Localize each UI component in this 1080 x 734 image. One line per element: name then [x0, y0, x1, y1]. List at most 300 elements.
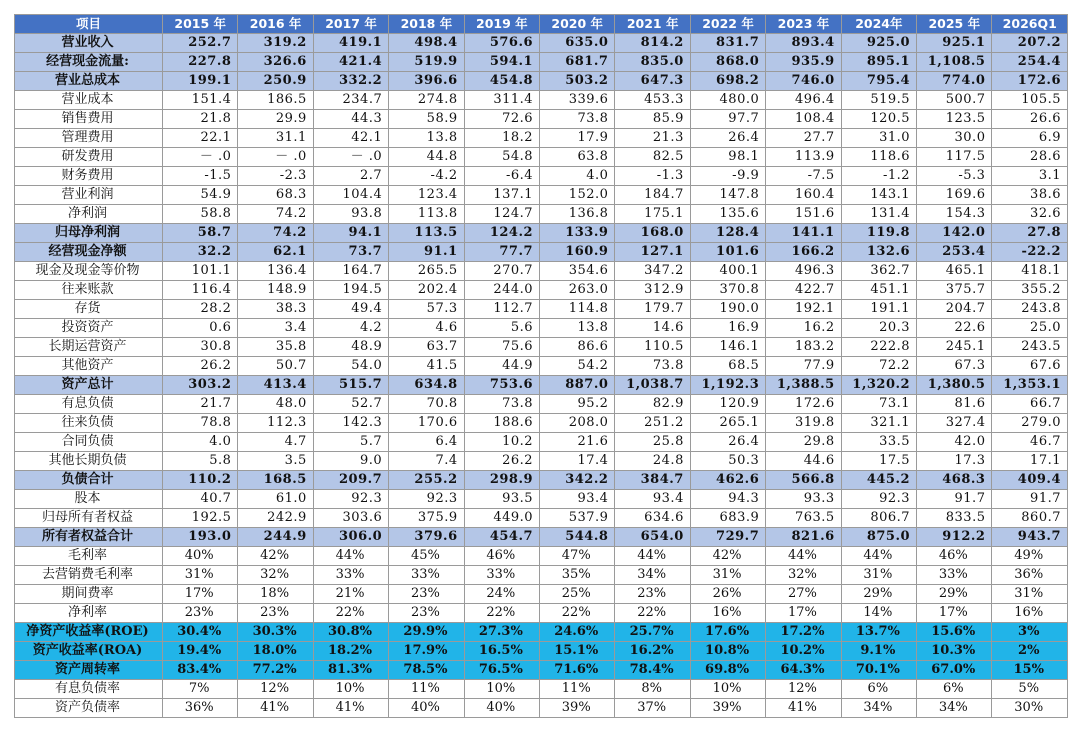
- table-cell: 45%: [389, 547, 464, 566]
- table-row: [15, 319, 1068, 338]
- table-cell: 303.2: [163, 376, 238, 395]
- table-cell: 252.7: [163, 34, 238, 53]
- table-cell: 44%: [313, 547, 388, 566]
- row-label: 现金及现金等价物: [15, 262, 163, 281]
- table-cell: 94.1: [313, 224, 388, 243]
- table-cell: 400.1: [690, 262, 765, 281]
- table-cell: 71.6%: [540, 661, 615, 680]
- table-cell: 26.2: [163, 357, 238, 376]
- table-cell: 123.5: [917, 110, 992, 129]
- table-cell: 17.5: [841, 452, 916, 471]
- table-cell: 92.3: [313, 490, 388, 509]
- table-cell: 124.2: [464, 224, 539, 243]
- table-cell: 355.2: [992, 281, 1068, 300]
- table-cell: 41%: [766, 699, 841, 718]
- table-cell: 119.8: [841, 224, 916, 243]
- table-cell: 2%: [992, 642, 1068, 661]
- table-cell: 186.5: [238, 91, 313, 110]
- table-cell: 10.2: [464, 433, 539, 452]
- table-cell: 763.5: [766, 509, 841, 528]
- table-cell: 3.4: [238, 319, 313, 338]
- table-cell: 93.3: [766, 490, 841, 509]
- table-cell: 116.4: [163, 281, 238, 300]
- table-cell: 44.9: [464, 357, 539, 376]
- table-cell: 1,108.5: [917, 53, 992, 72]
- table-cell: 66.7: [992, 395, 1068, 414]
- table-cell: 193.0: [163, 528, 238, 547]
- table-cell: 566.8: [766, 471, 841, 490]
- table-row: [15, 53, 1068, 72]
- row-label: 归母所有者权益: [15, 509, 163, 528]
- table-cell: 17.3: [917, 452, 992, 471]
- table-cell: 120.5: [841, 110, 916, 129]
- table-cell: 25.0: [992, 319, 1068, 338]
- table-cell: 21.3: [615, 129, 690, 148]
- table-cell: 40%: [389, 699, 464, 718]
- table-cell: 50.7: [238, 357, 313, 376]
- table-cell: 18.2%: [313, 642, 388, 661]
- table-cell: 339.6: [540, 91, 615, 110]
- table-cell: 312.9: [615, 281, 690, 300]
- table-cell: 3%: [992, 623, 1068, 642]
- table-cell: 17%: [163, 585, 238, 604]
- table-cell: 814.2: [615, 34, 690, 53]
- table-cell: 17%: [766, 604, 841, 623]
- table-cell: 36%: [163, 699, 238, 718]
- row-label: 往来负债: [15, 414, 163, 433]
- table-cell: 184.7: [615, 186, 690, 205]
- table-cell: 20.3: [841, 319, 916, 338]
- table-cell: 69.8%: [690, 661, 765, 680]
- table-cell: 44%: [841, 547, 916, 566]
- table-cell: 136.4: [238, 262, 313, 281]
- row-label: 资产收益率(ROA): [15, 642, 163, 661]
- table-cell: 519.9: [389, 53, 464, 72]
- table-row: [15, 509, 1068, 528]
- table-cell: 81.3%: [313, 661, 388, 680]
- table-cell: 326.6: [238, 53, 313, 72]
- row-label: 资产负债率: [15, 699, 163, 718]
- table-cell: 113.5: [389, 224, 464, 243]
- row-label: 销售费用: [15, 110, 163, 129]
- row-label: 资产周转率: [15, 661, 163, 680]
- table-cell: 47%: [540, 547, 615, 566]
- table-cell: 78.8: [163, 414, 238, 433]
- table-cell: 354.6: [540, 262, 615, 281]
- table-cell: 31%: [841, 566, 916, 585]
- table-row: [15, 604, 1068, 623]
- table-cell: 30.4%: [163, 623, 238, 642]
- table-cell: 132.6: [841, 243, 916, 262]
- table-cell: 117.5: [917, 148, 992, 167]
- table-cell: 1,388.5: [766, 376, 841, 395]
- table-cell: 58.9: [389, 110, 464, 129]
- table-cell: 23%: [615, 585, 690, 604]
- table-cell: 5.7: [313, 433, 388, 452]
- table-cell: 128.4: [690, 224, 765, 243]
- table-cell: 16.9: [690, 319, 765, 338]
- table-cell: 124.7: [464, 205, 539, 224]
- table-cell: 142.3: [313, 414, 388, 433]
- header-item: 项目: [15, 15, 163, 34]
- table-cell: 183.2: [766, 338, 841, 357]
- financial-summary-table: [14, 14, 1068, 718]
- table-cell: 27.3%: [464, 623, 539, 642]
- table-cell: 9.0: [313, 452, 388, 471]
- table-cell: 19.4%: [163, 642, 238, 661]
- table-cell: 30.3%: [238, 623, 313, 642]
- row-label: 净利润: [15, 205, 163, 224]
- table-cell: 319.2: [238, 34, 313, 53]
- table-cell: 160.4: [766, 186, 841, 205]
- row-label: 有息负债率: [15, 680, 163, 699]
- table-cell: 18.0%: [238, 642, 313, 661]
- table-cell: 14.6: [615, 319, 690, 338]
- table-cell: 26.2: [464, 452, 539, 471]
- table-cell: 13.7%: [841, 623, 916, 642]
- table-cell: 10.2%: [766, 642, 841, 661]
- table-cell: 137.1: [464, 186, 539, 205]
- table-cell: 833.5: [917, 509, 992, 528]
- table-cell: 44%: [615, 547, 690, 566]
- table-cell: 209.7: [313, 471, 388, 490]
- table-cell: 73.8: [615, 357, 690, 376]
- table-row: [15, 471, 1068, 490]
- table-cell: 6%: [841, 680, 916, 699]
- table-cell: 242.9: [238, 509, 313, 528]
- table-cell: 21%: [313, 585, 388, 604]
- table-cell: 81.6: [917, 395, 992, 414]
- table-cell: 321.1: [841, 414, 916, 433]
- table-cell: 40%: [163, 547, 238, 566]
- table-cell: 654.0: [615, 528, 690, 547]
- row-label: 净利率: [15, 604, 163, 623]
- row-label: 投资资产: [15, 319, 163, 338]
- header-year-2019: 2019 年: [464, 15, 539, 34]
- table-cell: 227.8: [163, 53, 238, 72]
- row-label: 经营现金流量:: [15, 53, 163, 72]
- table-cell: 52.7: [313, 395, 388, 414]
- table-row: [15, 433, 1068, 452]
- table-row: [15, 547, 1068, 566]
- table-cell: 835.0: [615, 53, 690, 72]
- table-cell: － .0: [313, 148, 388, 167]
- table-cell: 36%: [992, 566, 1068, 585]
- table-cell: 91.1: [389, 243, 464, 262]
- table-cell: 40%: [464, 699, 539, 718]
- table-cell: 154.3: [917, 205, 992, 224]
- table-cell: 101.6: [690, 243, 765, 262]
- table-cell: 28.2: [163, 300, 238, 319]
- table-cell: 9.1%: [841, 642, 916, 661]
- table-cell: 143.1: [841, 186, 916, 205]
- row-label: 管理费用: [15, 129, 163, 148]
- table-cell: 925.0: [841, 34, 916, 53]
- table-cell: 91.7: [917, 490, 992, 509]
- table-cell: 73.8: [540, 110, 615, 129]
- table-cell: 26.4: [690, 433, 765, 452]
- table-cell: 146.1: [690, 338, 765, 357]
- table-cell: 39%: [540, 699, 615, 718]
- table-cell: 120.9: [690, 395, 765, 414]
- table-cell: 14%: [841, 604, 916, 623]
- table-cell: 82.5: [615, 148, 690, 167]
- row-label: 期间费率: [15, 585, 163, 604]
- table-row: [15, 91, 1068, 110]
- table-cell: 6.4: [389, 433, 464, 452]
- table-cell: 454.7: [464, 528, 539, 547]
- table-cell: 34%: [615, 566, 690, 585]
- table-cell: 93.8: [313, 205, 388, 224]
- table-cell: 254.4: [992, 53, 1068, 72]
- table-cell: 70.8: [389, 395, 464, 414]
- table-cell: 17.2%: [766, 623, 841, 642]
- table-cell: 151.6: [766, 205, 841, 224]
- table-cell: 11%: [540, 680, 615, 699]
- table-row: [15, 661, 1068, 680]
- table-cell: 519.5: [841, 91, 916, 110]
- row-label: 营业利润: [15, 186, 163, 205]
- table-cell: 21.6: [540, 433, 615, 452]
- table-cell: 23%: [238, 604, 313, 623]
- table-cell: 594.1: [464, 53, 539, 72]
- header-year-2022: 2022 年: [690, 15, 765, 34]
- table-cell: -7.5: [766, 167, 841, 186]
- table-cell: － .0: [238, 148, 313, 167]
- table-cell: 44.6: [766, 452, 841, 471]
- table-cell: -9.9: [690, 167, 765, 186]
- table-cell: 61.0: [238, 490, 313, 509]
- table-cell: 875.0: [841, 528, 916, 547]
- table-cell: 49.4: [313, 300, 388, 319]
- table-cell: 192.1: [766, 300, 841, 319]
- table-cell: 67.3: [917, 357, 992, 376]
- table-cell: 94.3: [690, 490, 765, 509]
- table-cell: 496.3: [766, 262, 841, 281]
- table-cell: 192.5: [163, 509, 238, 528]
- table-cell: 943.7: [992, 528, 1068, 547]
- table-cell: 42%: [690, 547, 765, 566]
- table-row: [15, 528, 1068, 547]
- table-cell: 135.6: [690, 205, 765, 224]
- table-cell: 172.6: [766, 395, 841, 414]
- table-cell: 453.3: [615, 91, 690, 110]
- table-cell: 67.6: [992, 357, 1068, 376]
- table-cell: 112.7: [464, 300, 539, 319]
- table-cell: 887.0: [540, 376, 615, 395]
- table-cell: 127.1: [615, 243, 690, 262]
- table-cell: 31%: [690, 566, 765, 585]
- table-cell: 70.1%: [841, 661, 916, 680]
- table-row: [15, 699, 1068, 718]
- table-cell: 35%: [540, 566, 615, 585]
- table-cell: 68.5: [690, 357, 765, 376]
- table-cell: 72.2: [841, 357, 916, 376]
- table-cell: 729.7: [690, 528, 765, 547]
- table-cell: 17.9: [540, 129, 615, 148]
- table-cell: 29.9%: [389, 623, 464, 642]
- table-cell: 831.7: [690, 34, 765, 53]
- table-row: [15, 585, 1068, 604]
- table-cell: 28.6: [992, 148, 1068, 167]
- table-cell: 194.5: [313, 281, 388, 300]
- table-cell: 681.7: [540, 53, 615, 72]
- table-cell: 16.5%: [464, 642, 539, 661]
- table-cell: 208.0: [540, 414, 615, 433]
- table-cell: － .0: [163, 148, 238, 167]
- table-cell: 544.8: [540, 528, 615, 547]
- header-year-2023: 2023 年: [766, 15, 841, 34]
- row-label: 营业总成本: [15, 72, 163, 91]
- table-cell: -2.3: [238, 167, 313, 186]
- table-cell: 8%: [615, 680, 690, 699]
- table-cell: -5.3: [917, 167, 992, 186]
- table-cell: 108.4: [766, 110, 841, 129]
- table-cell: 12%: [766, 680, 841, 699]
- header-year-2015: 2015 年: [163, 15, 238, 34]
- table-cell: 62.1: [238, 243, 313, 262]
- table-cell: 104.4: [313, 186, 388, 205]
- table-cell: 298.9: [464, 471, 539, 490]
- table-cell: 97.7: [690, 110, 765, 129]
- table-cell: 32.2: [163, 243, 238, 262]
- table-cell: 151.4: [163, 91, 238, 110]
- table-cell: 515.7: [313, 376, 388, 395]
- table-cell: 409.4: [992, 471, 1068, 490]
- table-cell: 63.7: [389, 338, 464, 357]
- table-cell: -22.2: [992, 243, 1068, 262]
- table-cell: 13.8: [389, 129, 464, 148]
- row-label: 营业成本: [15, 91, 163, 110]
- table-cell: 41%: [238, 699, 313, 718]
- table-cell: 270.7: [464, 262, 539, 281]
- table-cell: 1,320.2: [841, 376, 916, 395]
- table-cell: -1.3: [615, 167, 690, 186]
- table-cell: 5.8: [163, 452, 238, 471]
- table-cell: 10.3%: [917, 642, 992, 661]
- table-row: [15, 110, 1068, 129]
- table-cell: 753.6: [464, 376, 539, 395]
- table-cell: 29%: [917, 585, 992, 604]
- table-cell: 17.1: [992, 452, 1068, 471]
- table-cell: 54.9: [163, 186, 238, 205]
- table-cell: 82.9: [615, 395, 690, 414]
- table-cell: 172.6: [992, 72, 1068, 91]
- table-cell: 7%: [163, 680, 238, 699]
- table-cell: 136.8: [540, 205, 615, 224]
- table-cell: 48.9: [313, 338, 388, 357]
- table-cell: 7.4: [389, 452, 464, 471]
- table-cell: 1,380.5: [917, 376, 992, 395]
- table-cell: 421.4: [313, 53, 388, 72]
- table-cell: 21.8: [163, 110, 238, 129]
- table-cell: 347.2: [615, 262, 690, 281]
- table-cell: 26.4: [690, 129, 765, 148]
- table-cell: 32%: [766, 566, 841, 585]
- table-cell: 279.0: [992, 414, 1068, 433]
- table-cell: 935.9: [766, 53, 841, 72]
- table-cell: 141.1: [766, 224, 841, 243]
- table-cell: 29.8: [766, 433, 841, 452]
- table-cell: 4.0: [163, 433, 238, 452]
- table-row: [15, 129, 1068, 148]
- table-cell: 72.6: [464, 110, 539, 129]
- row-label: 合同负债: [15, 433, 163, 452]
- table-cell: 30.0: [917, 129, 992, 148]
- table-cell: 234.7: [313, 91, 388, 110]
- table-cell: 73.8: [464, 395, 539, 414]
- table-cell: 15.6%: [917, 623, 992, 642]
- table-cell: 57.3: [389, 300, 464, 319]
- row-label: 研发费用: [15, 148, 163, 167]
- table-cell: 131.4: [841, 205, 916, 224]
- table-cell: 46%: [917, 547, 992, 566]
- table-cell: 73.1: [841, 395, 916, 414]
- table-cell: 498.4: [389, 34, 464, 53]
- table-cell: 1,038.7: [615, 376, 690, 395]
- table-cell: 73.7: [313, 243, 388, 262]
- header-year-2025: 2025 年: [917, 15, 992, 34]
- table-cell: 74.2: [238, 224, 313, 243]
- table-cell: 85.9: [615, 110, 690, 129]
- table-cell: 12%: [238, 680, 313, 699]
- table-cell: 16%: [690, 604, 765, 623]
- table-cell: 54.0: [313, 357, 388, 376]
- table-cell: 29%: [841, 585, 916, 604]
- table-row: [15, 148, 1068, 167]
- table-cell: 24%: [464, 585, 539, 604]
- table-row: [15, 205, 1068, 224]
- table-cell: 105.5: [992, 91, 1068, 110]
- table-cell: 23%: [163, 604, 238, 623]
- table-cell: 17.9%: [389, 642, 464, 661]
- table-cell: 34%: [841, 699, 916, 718]
- table-row: [15, 72, 1068, 91]
- table-cell: 39%: [690, 699, 765, 718]
- table-cell: 10.8%: [690, 642, 765, 661]
- row-label: 存货: [15, 300, 163, 319]
- table-cell: 98.1: [690, 148, 765, 167]
- table-cell: 92.3: [389, 490, 464, 509]
- table-cell: 147.8: [690, 186, 765, 205]
- table-cell: 95.2: [540, 395, 615, 414]
- table-cell: 13.8: [540, 319, 615, 338]
- table-cell: 806.7: [841, 509, 916, 528]
- row-label: 净资产收益率(ROE): [15, 623, 163, 642]
- table-cell: 860.7: [992, 509, 1068, 528]
- table-cell: 375.7: [917, 281, 992, 300]
- table-cell: 634.6: [615, 509, 690, 528]
- table-cell: 10%: [690, 680, 765, 699]
- table-cell: 274.8: [389, 91, 464, 110]
- table-cell: 245.1: [917, 338, 992, 357]
- table-cell: 31.0: [841, 129, 916, 148]
- table-cell: 83.4%: [163, 661, 238, 680]
- table-cell: 222.8: [841, 338, 916, 357]
- table-cell: 537.9: [540, 509, 615, 528]
- table-cell: 250.9: [238, 72, 313, 91]
- table-header: [15, 15, 1068, 34]
- table-cell: 327.4: [917, 414, 992, 433]
- header-year-2020: 2020 年: [540, 15, 615, 34]
- table-row: [15, 167, 1068, 186]
- table-cell: 27.8: [992, 224, 1068, 243]
- table-cell: 133.9: [540, 224, 615, 243]
- table-cell: 199.1: [163, 72, 238, 91]
- table-cell: 191.1: [841, 300, 916, 319]
- table-cell: 76.5%: [464, 661, 539, 680]
- table-cell: 42.1: [313, 129, 388, 148]
